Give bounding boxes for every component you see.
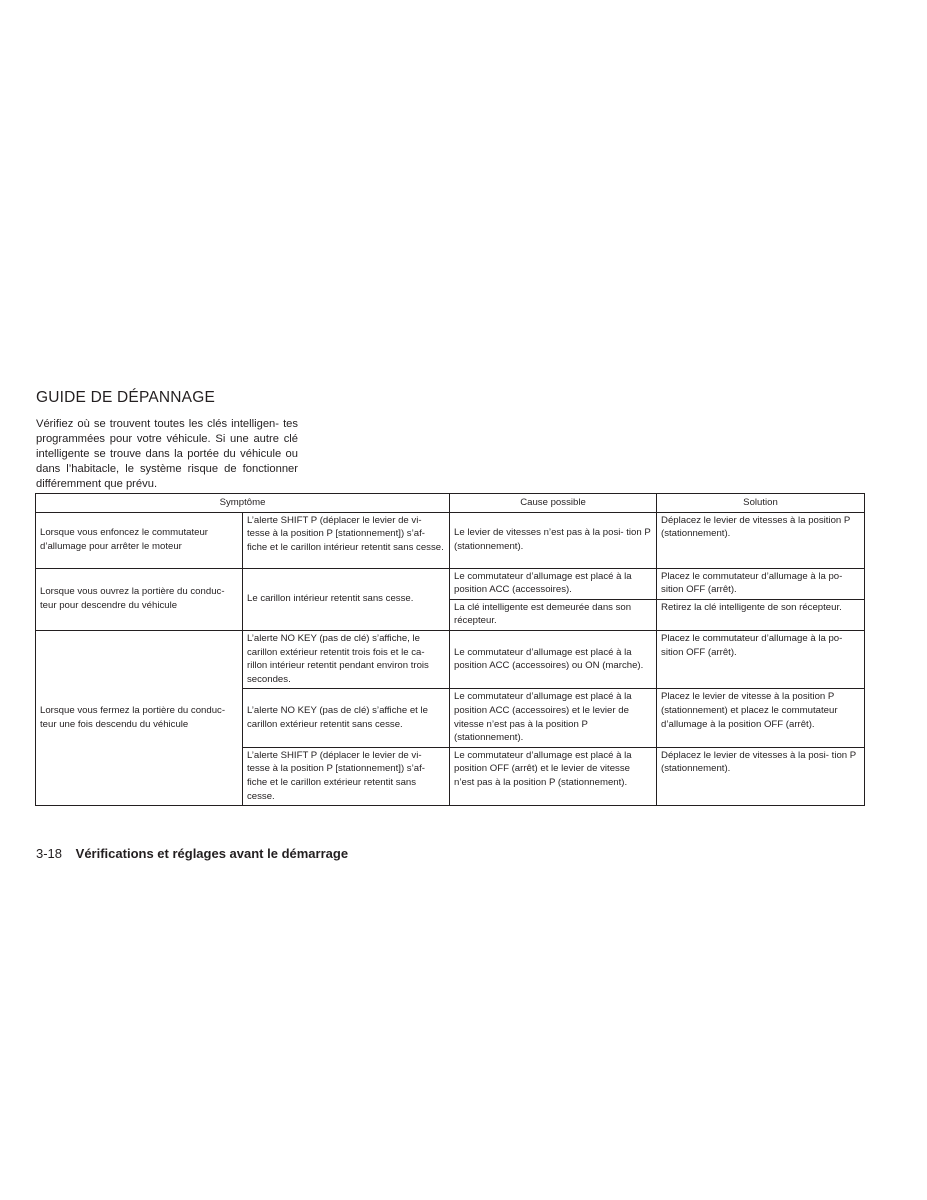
table-row bbox=[36, 512, 865, 568]
cause-cell: Le levier de vitesses n’est pas à la posi- tion P (stationnement). bbox=[450, 512, 657, 568]
intro-paragraph: Vérifiez où se trouvent toutes les clés intelligen- tes programmées pour votre véhicule. Si une autre clé intelligente se trouve dans la portée du véhicule ou dans l’habitacle, le système risque de fonctionner différemment que prévu. bbox=[36, 418, 298, 490]
cause-cell: Le commutateur d’allumage est placé à la position ACC (accessoires). bbox=[450, 568, 657, 599]
situation-cell: Lorsque vous fermez la portière du conduc- teur une fois descendu du véhicule bbox=[36, 630, 243, 805]
page-number: 3-18 bbox=[36, 846, 63, 861]
cause-cell: Le commutateur d’allumage est placé à la position OFF (arrêt) et le levier de vitesse n’est pas à la position P (stationnement). bbox=[450, 747, 657, 805]
table-header-row bbox=[36, 494, 865, 513]
situation-cell: Lorsque vous enfoncez le commutateur d’allumage pour arrêter le moteur bbox=[36, 512, 243, 568]
cause-cell: La clé intelligente est demeurée dans son récepteur. bbox=[450, 599, 657, 630]
solution-cell: Placez le commutateur d’allumage à la po- sition OFF (arrêt). bbox=[657, 630, 865, 688]
solution-cell: Retirez la clé intelligente de son récepteur. bbox=[657, 599, 865, 630]
alert-cell: L’alerte SHIFT P (déplacer le levier de vi- tesse à la position P [stationnement]) s’af- fiche et le carillon extérieur retentit sans cesse. bbox=[243, 747, 450, 805]
chapter-title: Vérifications et réglages avant le démarrage bbox=[75, 846, 349, 861]
header-cause: Cause possible bbox=[450, 494, 657, 513]
alert-cell: Le carillon intérieur retentit sans cesse. bbox=[243, 568, 450, 630]
header-solution: Solution bbox=[657, 494, 865, 513]
solution-cell: Déplacez le levier de vitesses à la posi- tion P (stationnement). bbox=[657, 747, 865, 805]
table-row bbox=[36, 568, 865, 599]
section-title: GUIDE DE DÉPANNAGE bbox=[36, 389, 216, 406]
alert-cell: L’alerte NO KEY (pas de clé) s’affiche et le carillon extérieur retentit sans cesse. bbox=[243, 689, 450, 747]
alert-cell: L’alerte NO KEY (pas de clé) s’affiche, le carillon extérieur retentit trois fois et le ca- rillon intérieur retentit pendant environ trois secondes. bbox=[243, 630, 450, 688]
cause-cell: Le commutateur d’allumage est placé à la position ACC (accessoires) et le levier de vitesse n’est pas à la position P (stationnement). bbox=[450, 689, 657, 747]
header-symptom: Symptôme bbox=[36, 494, 450, 513]
page-footer bbox=[36, 846, 348, 861]
solution-cell: Placez le levier de vitesse à la position P (stationnement) et placez le commutateur d’allumage à la position OFF (arrêt). bbox=[657, 689, 865, 747]
solution-cell: Placez le commutateur d’allumage à la po- sition OFF (arrêt). bbox=[657, 568, 865, 599]
solution-cell: Déplacez le levier de vitesses à la position P (stationnement). bbox=[657, 512, 865, 568]
troubleshooting-table bbox=[35, 493, 865, 806]
table-row bbox=[36, 630, 865, 688]
cause-cell: Le commutateur d’allumage est placé à la position ACC (accessoires) ou ON (marche). bbox=[450, 630, 657, 688]
alert-cell: L’alerte SHIFT P (déplacer le levier de vi- tesse à la position P [stationnement]) s’af- fiche et le carillon intérieur retentit sans cesse. bbox=[243, 512, 450, 568]
situation-cell: Lorsque vous ouvrez la portière du conduc- teur pour descendre du véhicule bbox=[36, 568, 243, 630]
